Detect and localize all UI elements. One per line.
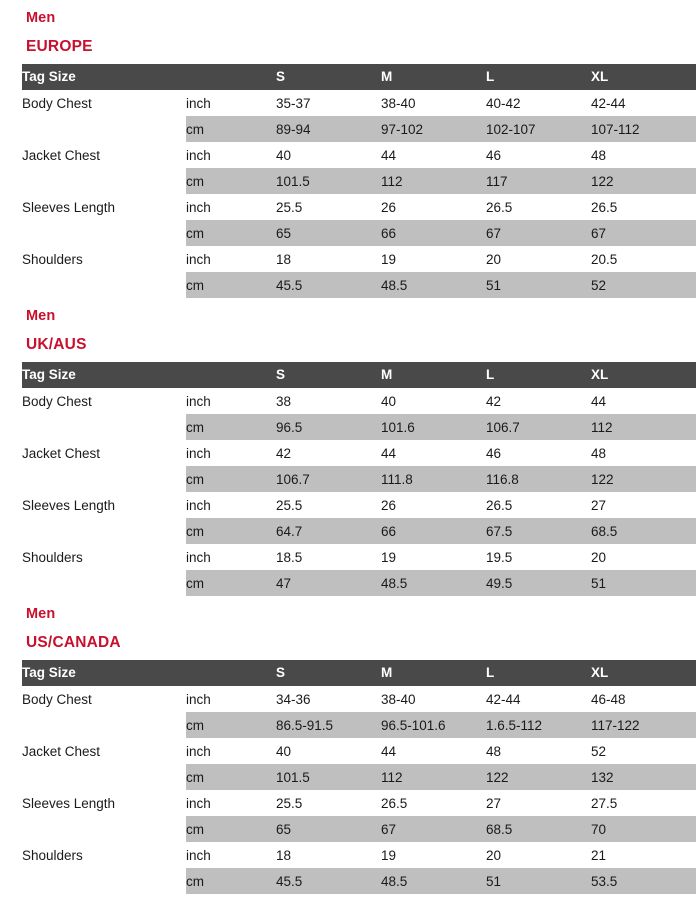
measurement-label: Shoulders [22,842,186,868]
table-row [22,220,696,246]
measurement-label: Body Chest [22,90,186,116]
unit-label: inch [186,691,211,707]
measurement-value: 18 [276,847,292,863]
unit-label: inch [186,549,211,565]
measurement-value: 89-94 [276,121,311,137]
table-row [22,790,696,816]
measurement-value: 51 [591,575,607,591]
unit-label: cm [186,277,204,293]
measurement-label: Jacket Chest [22,738,186,764]
column-header-size: L [486,665,495,680]
table-row [22,466,696,492]
measurement-label: Body Chest [22,686,186,712]
gender-label: Men [26,10,56,26]
measurement-label [22,570,186,596]
size-chart-section [0,0,700,298]
measurement-value: 64.7 [276,523,303,539]
measurement-label [22,272,186,298]
measurement-value: 107-112 [591,121,640,137]
table-row [22,168,696,194]
table-row [22,414,696,440]
measurement-label [22,712,186,738]
measurement-value: 20.5 [591,251,618,267]
unit-label: cm [186,121,204,137]
measurement-value: 20 [591,549,607,565]
section-headings [0,298,700,362]
measurement-label: Shoulders [22,544,186,570]
measurement-value: 106.7 [486,419,520,435]
measurement-value: 19 [381,847,397,863]
column-header-size: M [381,367,393,382]
table-row [22,440,696,466]
table-header-row [22,64,696,90]
measurement-label: Body Chest [22,388,186,414]
column-header-size: M [381,665,393,680]
column-header-tag-size: Tag Size [22,665,76,680]
table-header-row [22,660,696,686]
measurement-label [22,816,186,842]
measurement-value: 20 [486,251,502,267]
measurement-label [22,868,186,894]
measurement-value: 48 [486,743,502,759]
measurement-value: 40-42 [486,95,521,111]
gender-label: Men [26,606,56,622]
measurement-value: 42-44 [486,691,521,707]
table-row [22,246,696,272]
unit-label: inch [186,743,211,759]
column-header-size: S [276,69,286,84]
measurement-value: 19 [381,251,397,267]
measurement-value: 26.5 [591,199,618,215]
size-table [22,64,696,298]
measurement-value: 66 [381,523,397,539]
unit-label: inch [186,393,211,409]
measurement-value: 53.5 [591,873,618,889]
measurement-label: Sleeves Length [22,194,186,220]
measurement-value: 48.5 [381,873,408,889]
measurement-value: 27 [591,497,607,513]
measurement-value: 112 [591,419,613,435]
measurement-value: 68.5 [591,523,618,539]
measurement-value: 97-102 [381,121,424,137]
measurement-value: 1.6.5-112 [486,717,543,733]
measurement-value: 48.5 [381,575,408,591]
measurement-label [22,518,186,544]
measurement-value: 26.5 [486,199,513,215]
measurement-value: 122 [591,471,614,487]
measurement-label [22,764,186,790]
unit-label: inch [186,147,211,163]
section-headings [0,596,700,660]
measurement-value: 18.5 [276,549,303,565]
unit-label: inch [186,795,211,811]
measurement-value: 40 [276,147,292,163]
table-row [22,570,696,596]
unit-label: cm [186,471,204,487]
measurement-value: 51 [486,277,502,293]
region-label: UK/AUS [26,335,87,353]
table-row [22,868,696,894]
measurement-value: 42 [486,393,502,409]
measurement-value: 122 [486,769,509,785]
table-header-row [22,362,696,388]
unit-label: cm [186,873,204,889]
unit-label: inch [186,95,211,111]
measurement-value: 35-37 [276,95,311,111]
size-table [22,362,696,596]
unit-label: cm [186,769,204,785]
unit-label: inch [186,445,211,461]
column-header-size: M [381,69,393,84]
measurement-value: 67 [381,821,397,837]
column-header-tag-size: Tag Size [22,367,76,382]
column-header-unit [186,64,276,90]
unit-label: inch [186,847,211,863]
measurement-value: 44 [381,445,397,461]
measurement-value: 42-44 [591,95,626,111]
column-header-size: XL [591,69,609,84]
measurement-value: 46-48 [591,691,626,707]
table-row [22,518,696,544]
measurement-value: 48 [591,445,607,461]
measurement-value: 51 [486,873,502,889]
measurement-value: 52 [591,743,607,759]
column-header-size: L [486,367,495,382]
measurement-label [22,414,186,440]
measurement-value: 25.5 [276,795,303,811]
column-header-size: XL [591,665,609,680]
measurement-value: 46 [486,445,502,461]
measurement-label: Jacket Chest [22,440,186,466]
table-row [22,544,696,570]
measurement-value: 112 [381,769,403,785]
unit-label: cm [186,575,204,591]
table-row [22,194,696,220]
measurement-value: 70 [591,821,607,837]
table-row [22,686,696,712]
table-row [22,712,696,738]
measurement-value: 67 [591,225,607,241]
column-header-size: XL [591,367,609,382]
column-header-unit [186,660,276,686]
measurement-value: 117-122 [591,717,640,733]
size-table [22,660,696,894]
column-header-size: S [276,665,286,680]
measurement-label [22,220,186,246]
measurement-value: 47 [276,575,292,591]
measurement-value: 26 [381,199,397,215]
table-row [22,816,696,842]
measurement-value: 117 [486,173,508,189]
table-row [22,116,696,142]
measurement-value: 48.5 [381,277,408,293]
measurement-label [22,168,186,194]
measurement-value: 40 [381,393,397,409]
measurement-value: 122 [591,173,614,189]
column-header-size: L [486,69,495,84]
measurement-value: 44 [591,393,607,409]
measurement-value: 65 [276,821,292,837]
measurement-value: 38-40 [381,691,416,707]
measurement-value: 26 [381,497,397,513]
unit-label: cm [186,419,204,435]
table-row [22,738,696,764]
column-header-size: S [276,367,286,382]
size-chart-section [0,298,700,596]
gender-label: Men [26,308,56,324]
measurement-value: 106.7 [276,471,310,487]
measurement-value: 34-36 [276,691,311,707]
measurement-value: 44 [381,743,397,759]
measurement-value: 112 [381,173,403,189]
measurement-label [22,116,186,142]
measurement-label: Jacket Chest [22,142,186,168]
measurement-value: 116.8 [486,471,519,487]
measurement-value: 101.6 [381,419,415,435]
column-header-unit [186,362,276,388]
measurement-value: 52 [591,277,607,293]
measurement-value: 67.5 [486,523,513,539]
measurement-value: 26.5 [486,497,513,513]
measurement-value: 40 [276,743,292,759]
measurement-value: 38-40 [381,95,416,111]
measurement-label: Shoulders [22,246,186,272]
measurement-value: 101.5 [276,173,310,189]
measurement-value: 27.5 [591,795,618,811]
measurement-value: 48 [591,147,607,163]
measurement-value: 111.8 [381,471,413,487]
measurement-value: 27 [486,795,502,811]
measurement-label: Sleeves Length [22,790,186,816]
measurement-value: 45.5 [276,873,303,889]
section-headings [0,0,700,64]
measurement-value: 68.5 [486,821,513,837]
measurement-value: 25.5 [276,199,303,215]
unit-label: cm [186,173,204,189]
unit-label: cm [186,225,204,241]
measurement-label: Sleeves Length [22,492,186,518]
unit-label: cm [186,523,204,539]
measurement-value: 26.5 [381,795,408,811]
size-chart-section [0,596,700,894]
measurement-value: 44 [381,147,397,163]
table-row [22,764,696,790]
table-row [22,388,696,414]
measurement-value: 96.5 [276,419,303,435]
table-row [22,142,696,168]
measurement-label [22,466,186,492]
measurement-value: 38 [276,393,292,409]
measurement-value: 45.5 [276,277,303,293]
column-header-tag-size: Tag Size [22,69,76,84]
table-row [22,272,696,298]
unit-label: inch [186,251,211,267]
measurement-value: 86.5-91.5 [276,717,334,733]
table-row [22,492,696,518]
measurement-value: 21 [591,847,607,863]
measurement-value: 65 [276,225,292,241]
measurement-value: 96.5-101.6 [381,717,446,733]
unit-label: cm [186,717,204,733]
region-label: US/CANADA [26,633,121,651]
measurement-value: 20 [486,847,502,863]
measurement-value: 102-107 [486,121,536,137]
measurement-value: 132 [591,769,614,785]
unit-label: inch [186,497,211,513]
measurement-value: 42 [276,445,292,461]
measurement-value: 19.5 [486,549,513,565]
measurement-value: 101.5 [276,769,310,785]
measurement-value: 66 [381,225,397,241]
measurement-value: 49.5 [486,575,513,591]
region-label: EUROPE [26,37,93,55]
measurement-value: 67 [486,225,502,241]
table-row [22,90,696,116]
measurement-value: 19 [381,549,397,565]
measurement-value: 25.5 [276,497,303,513]
unit-label: inch [186,199,211,215]
table-row [22,842,696,868]
unit-label: cm [186,821,204,837]
measurement-value: 18 [276,251,292,267]
measurement-value: 46 [486,147,502,163]
